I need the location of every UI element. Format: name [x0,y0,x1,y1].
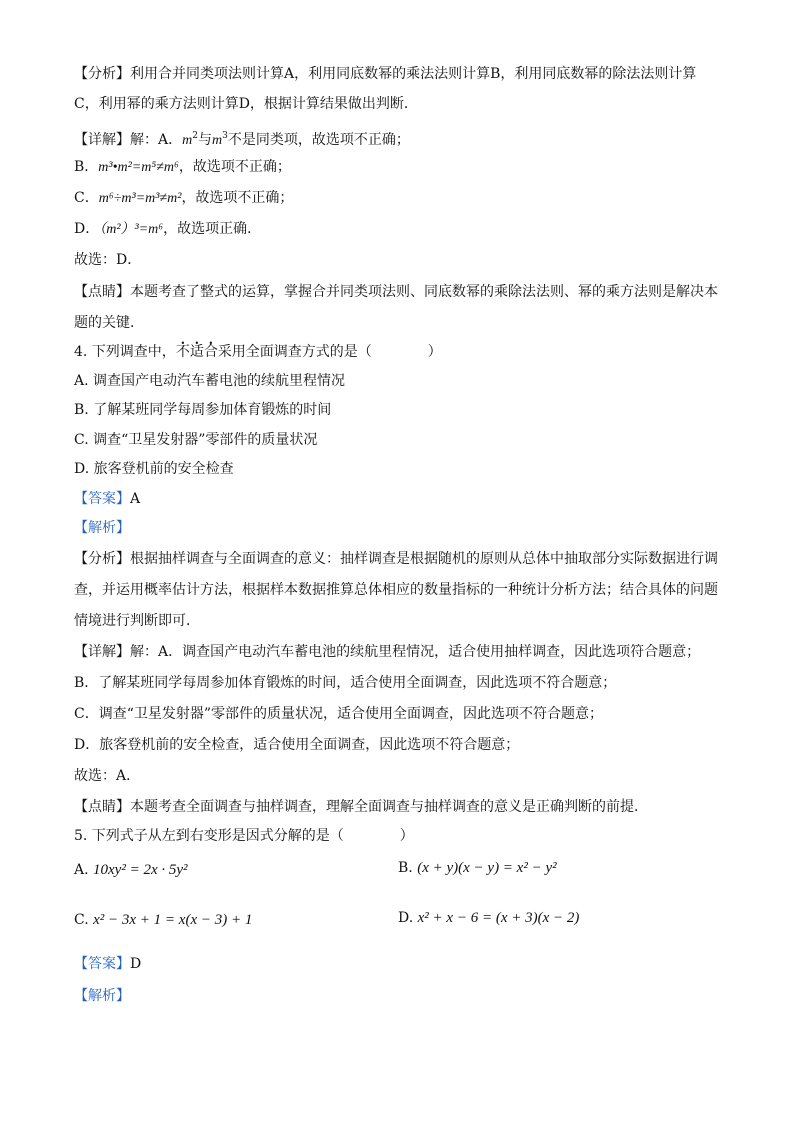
detail-4-line-1: 【详解】解：A．调查国产电动汽车蓄电池的续航里程情况，适合使用抽样调查，因此选项符合题意； [74,644,701,660]
math-expression: 10xy² = 2x · 5y² [93,862,188,878]
option-label: C. [74,912,89,928]
option-label: D． [74,221,100,237]
analysis-4-tag: 【解析】 [74,520,130,536]
math-m: m [182,133,193,148]
answer-4-line [74,489,140,509]
math-and: 与 [197,132,212,148]
choose-line: 故选：D． [74,252,142,268]
analysis-4-line-3: 情境进行判断即可． [74,613,200,629]
question-4-option-d: D. 旅客登机前的安全检查 [74,461,234,477]
question-5-stem: 5. 下列式子从左到右变形是因式分解的是（ ） [74,828,414,844]
option-label: A. [74,862,89,878]
math-expression: （m²）³=m⁶ [99,222,164,237]
question-4-option-b: B. 了解某班同学每周参加体育锻炼的时间 [74,402,332,418]
math-expression: x² + x − 6 = (x + 3)(x − 2) [417,910,580,926]
question-4-option-a: A. 调查国产电动汽车蓄电池的续航里程情况 [74,373,346,389]
math-m: m [211,133,223,148]
detail-4-line-4: D．旅客登机前的安全检查，适合使用全面调查，因此选项不符合题意； [74,737,520,753]
comment-4-line: 【点睛】本题考查全面调查与抽样调查，理解全面调查与抽样调查的意义是正确判断的前提． [74,799,648,815]
answer-value: A [130,491,141,507]
analysis-5-tag: 【解析】 [74,988,130,1004]
analysis-4-line-1: 【分析】根据抽样调查与全面调查的意义：抽样调查是根据随机的原则从总体中抽取部分实际数据进行调 [74,551,718,567]
emphasis-character: 适 [189,344,204,360]
question-4-prefix: 4. 下列调查中， [74,344,176,360]
answer-tag: 【答案】 [74,956,130,972]
comment-line-2: 题的关键． [74,315,144,331]
detail-c-tail: ，故选项不正确； [181,190,294,206]
option-label: B． [74,159,99,175]
detail-line-d [74,219,261,240]
comment-line-1: 【点睛】本题考查了整式的运算，掌握合并同类项法则、同底数幂的乘除法法则、幂的乘方法则是解决本 [74,284,718,300]
answer-5-line [74,954,141,974]
detail-4-line-3: C．调查“卫星发射器”零部件的质量状况，适合使用全面调查，因此选项不符合题意； [74,706,604,722]
math-exp: 2 [192,131,198,141]
answer-tag: 【答案】 [74,491,130,507]
question-4-emphasis [176,344,218,360]
option-label: D. [398,910,414,926]
question-5-option-b [398,858,557,878]
option-label: B. [398,860,413,876]
math-expression: x² − 3x + 1 = x(x − 3) + 1 [93,912,253,928]
analysis-paragraph-line-1: 【分析】利用合并同类项法则计算A，利用同底数幂的乘法法则计算B，利用同底数幂的除法法则计算 [74,66,697,82]
emphasis-character: 合 [203,344,218,360]
analysis-4-line-2: 查，并运用概率估计方法，根据样本数据推算总体相应的数量指标的一种统计分析方法；结合具体的问题 [74,582,718,598]
question-5-option-d [398,908,579,928]
answer-value: D [130,956,142,972]
detail-b-tail: ，故选项不正确； [178,159,291,175]
detail-d-tail: ，故选项正确． [163,221,262,237]
math-expression: m³•m²=m⁵≠m⁶ [98,160,179,175]
detail-line-b [74,157,291,178]
option-label: C． [74,190,99,206]
math-exp: 3 [222,131,228,141]
question-4-stem [74,342,442,362]
emphasis-character: 不 [175,344,190,360]
detail-line-c [74,188,293,209]
detail-line-a [74,126,410,151]
detail-a-tail: 不是同类项，故选项不正确； [227,132,410,148]
math-expression: (x + y)(x − y) = x² − y² [417,860,557,876]
question-4-tail: 采用全面调查方式的是（ ） [217,344,442,360]
choose-4-line: 故选：A． [74,768,141,784]
question-5-option-a [74,860,188,880]
analysis-paragraph-line-2: C，利用幂的乘方法则计算D，根据计算结果做出判断． [74,96,418,112]
question-5-option-c [74,910,252,930]
question-4-option-c: C. 调查“卫星发射器”零部件的质量状况 [74,432,318,448]
detail-4-line-2: B．了解某班同学每周参加体育锻炼的时间，适合使用全面调查，因此选项不符合题意； [74,675,617,691]
detail-prefix: 【详解】解：A． [74,132,183,148]
math-expression: m⁶÷m³=m³≠m² [98,191,182,206]
